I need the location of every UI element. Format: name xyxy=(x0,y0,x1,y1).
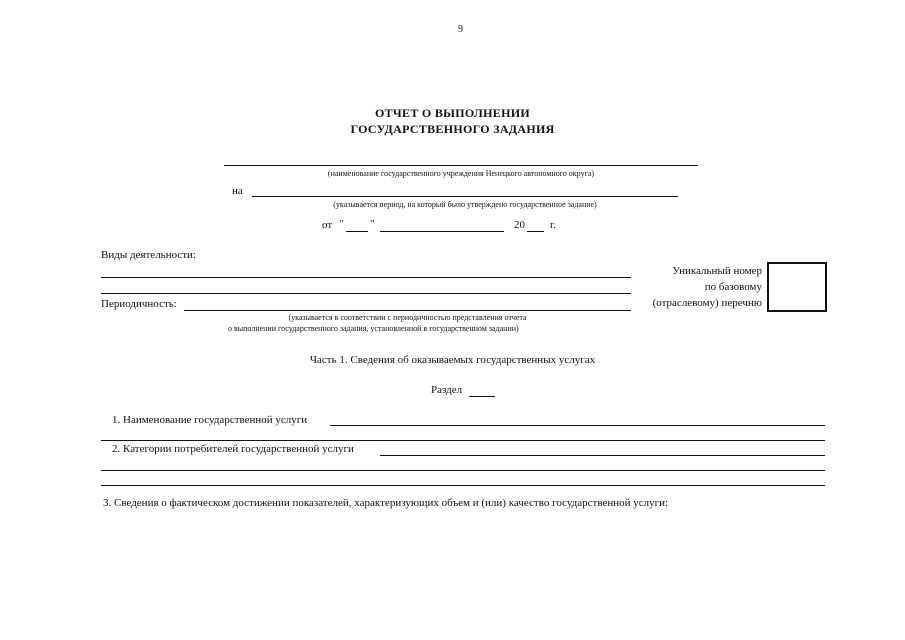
service-name-field-2[interactable] xyxy=(101,440,825,441)
consumer-categories-field-1[interactable] xyxy=(380,455,825,456)
section-label: Раздел xyxy=(431,384,463,396)
date-year-field[interactable] xyxy=(527,231,544,232)
unique-number-line2: по базовому xyxy=(704,281,762,293)
periodicity-label: Периодичность: xyxy=(101,298,177,310)
consumer-categories-field-2[interactable] xyxy=(101,470,825,471)
date-year-suffix: г. xyxy=(550,219,557,231)
institution-caption: (наименование государственного учреждения Ненецкого автономного округа) xyxy=(327,169,595,178)
na-label: на xyxy=(232,185,243,197)
consumer-categories-field-3[interactable] xyxy=(101,485,825,486)
periodicity-field[interactable] xyxy=(184,310,631,311)
unique-number-line1: Уникальный номер xyxy=(672,265,762,277)
part1-heading: Часть 1. Сведения об оказываемых государственных услугах xyxy=(309,354,596,366)
service-name-field-1[interactable] xyxy=(330,425,825,426)
date-quote-close: " xyxy=(370,218,375,230)
item1-service-name: 1. Наименование государственной услуги xyxy=(112,414,308,426)
unique-number-box[interactable] xyxy=(767,262,827,312)
date-year-prefix: 20 xyxy=(514,219,525,231)
periodicity-caption-2: о выполнении государственного задания, установленной в государственном задании) xyxy=(228,324,519,333)
date-month-field[interactable] xyxy=(380,231,504,232)
activities-label: Виды деятельности: xyxy=(101,249,196,261)
date-day-field[interactable] xyxy=(346,231,368,232)
periodicity-caption-1: (указывается в соответствии с периодичностью представления отчета xyxy=(288,313,527,322)
activities-field-1[interactable] xyxy=(101,277,631,278)
item2-consumer-categories: 2. Категории потребителей государственной услуги xyxy=(112,443,354,455)
item3-indicators: 3. Сведения о фактическом достижении показателей, характеризующих объем и (или) качество государственной услуги: xyxy=(103,497,669,509)
report-title-line1: ОТЧЕТ О ВЫПОЛНЕНИИ xyxy=(374,106,531,120)
unique-number-line3: (отраслевому) перечню xyxy=(652,297,762,309)
activities-field-2[interactable] xyxy=(101,293,631,294)
date-quote-open: " xyxy=(339,218,344,230)
period-field[interactable] xyxy=(252,196,678,197)
page-number: 9 xyxy=(458,24,463,35)
date-ot-label: от xyxy=(322,219,333,231)
period-caption: (указывается период, на который было утверждено государственное задание) xyxy=(333,200,597,209)
report-title-line2: ГОСУДАРСТВЕННОГО ЗАДАНИЯ xyxy=(350,122,555,136)
section-number-field[interactable] xyxy=(469,396,495,397)
institution-name-field[interactable] xyxy=(224,165,698,166)
